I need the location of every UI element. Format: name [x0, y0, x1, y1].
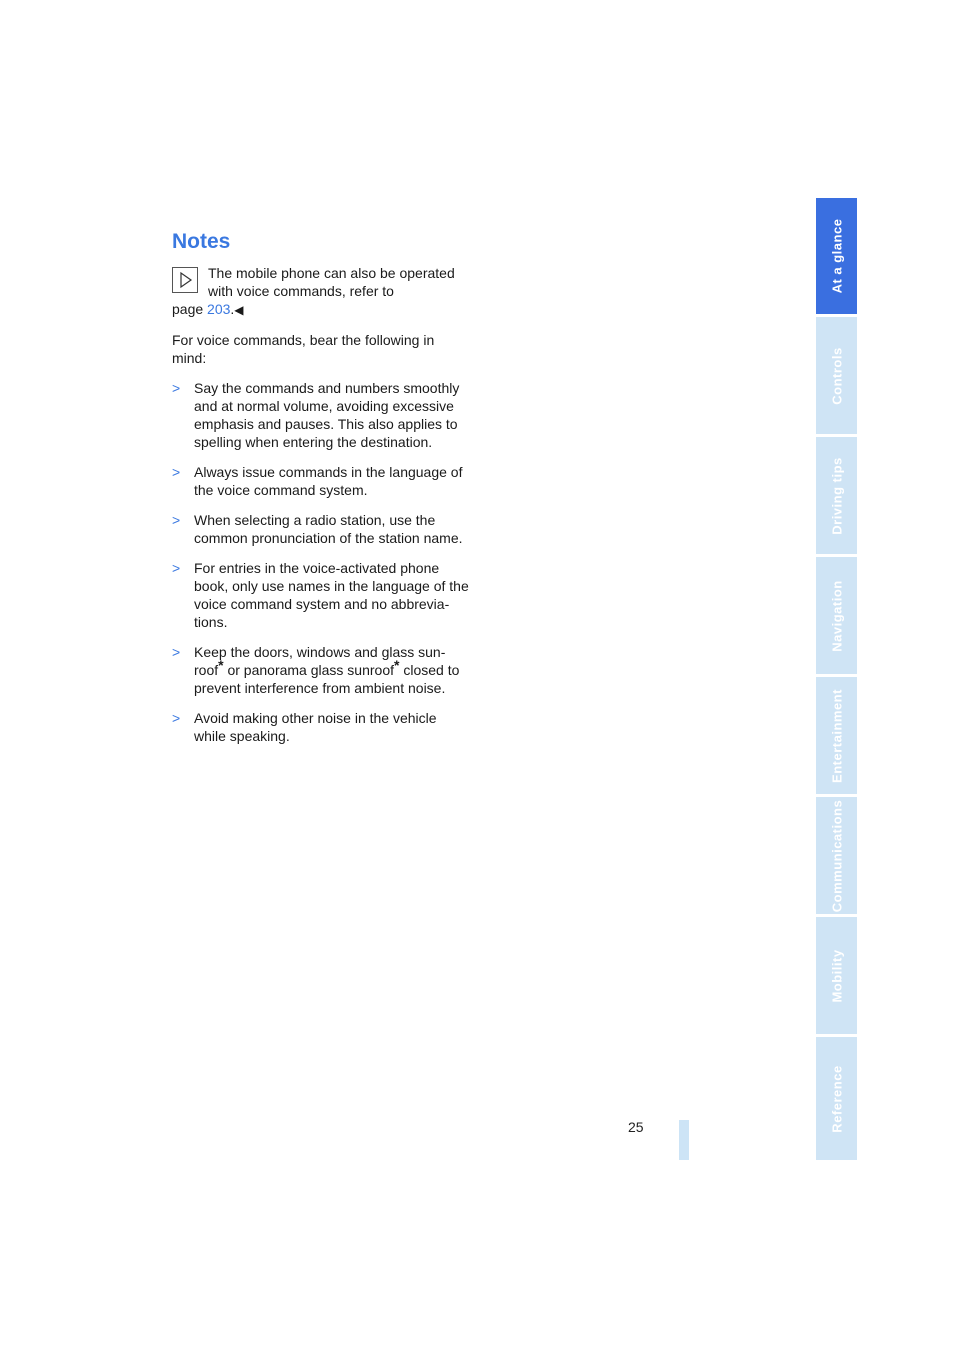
tab-label: Communications — [829, 799, 844, 912]
tab-label: Navigation — [829, 579, 844, 652]
list-item-text: Keep the doors, windows and glass sun-roof — [194, 644, 446, 678]
bullet-marker: > — [172, 710, 181, 726]
note-period: . — [230, 301, 235, 317]
note-triangle-icon — [172, 267, 198, 293]
bullet-marker: > — [172, 560, 181, 576]
section-title: Notes — [172, 230, 231, 253]
tab-navigation[interactable] — [816, 557, 857, 674]
list-item-text: or panorama glass sunroof — [223, 662, 395, 678]
list-item-text: Avoid making other noise in the vehicle while speaking. — [194, 710, 437, 744]
bullet-marker: > — [172, 380, 181, 396]
list-item-text: For entries in the voice-activated phone book, only use names in the language of the voice command system and no abbrevia-tions. — [194, 560, 469, 630]
end-mark-icon: ◀ — [234, 303, 244, 317]
optional-star: * — [394, 657, 400, 674]
note-box — [172, 264, 472, 319]
intro-text: For voice commands, bear the following in mind: — [172, 332, 435, 366]
tab-label: Mobility — [829, 948, 844, 1003]
tab-label: Entertainment — [829, 688, 844, 783]
page-number: 25 — [628, 1119, 644, 1135]
list-item — [172, 463, 472, 499]
main-content — [172, 228, 472, 757]
tab-label: Reference — [829, 1064, 844, 1133]
tab-entertainment[interactable] — [816, 677, 857, 794]
list-item — [172, 709, 472, 745]
note-line-2: with voice commands, refer to — [208, 283, 394, 299]
tab-reference[interactable] — [816, 1037, 857, 1160]
tab-driving-tips[interactable] — [816, 437, 857, 554]
list-item-text: closed to prevent interference from ambient noise. — [194, 662, 460, 696]
chapter-tabs — [816, 198, 857, 1160]
bullet-marker: > — [172, 644, 181, 660]
bullet-marker: > — [172, 512, 181, 528]
page-link[interactable]: 203 — [207, 301, 231, 317]
note-line-3 — [172, 301, 244, 317]
tab-controls[interactable] — [816, 317, 857, 434]
tab-at-a-glance[interactable] — [816, 198, 857, 314]
bullet-list — [172, 379, 472, 745]
list-item — [172, 379, 472, 451]
page-number-bar — [679, 1120, 689, 1160]
note-page-prefix: page — [172, 301, 208, 317]
list-item — [172, 643, 472, 697]
optional-star: * — [218, 657, 224, 674]
bullet-marker: > — [172, 464, 181, 480]
list-item — [172, 559, 472, 631]
tab-label: Driving tips — [829, 456, 844, 535]
tab-label: At a glance — [829, 218, 844, 294]
note-line-1: The mobile phone can also be operated — [208, 265, 455, 281]
tab-communications[interactable] — [816, 797, 857, 914]
tab-label: Controls — [829, 346, 844, 405]
list-item — [172, 511, 472, 547]
list-item-text: When selecting a radio station, use the common pronunciation of the station name. — [194, 512, 463, 546]
list-item-text: Say the commands and numbers smoothly and at normal volume, avoiding excessive emphasis and pauses. This also applies to spelling when entering the destination. — [194, 380, 460, 450]
list-item-text: Always issue commands in the language of the voice command system. — [194, 464, 463, 498]
tab-mobility[interactable] — [816, 917, 857, 1034]
